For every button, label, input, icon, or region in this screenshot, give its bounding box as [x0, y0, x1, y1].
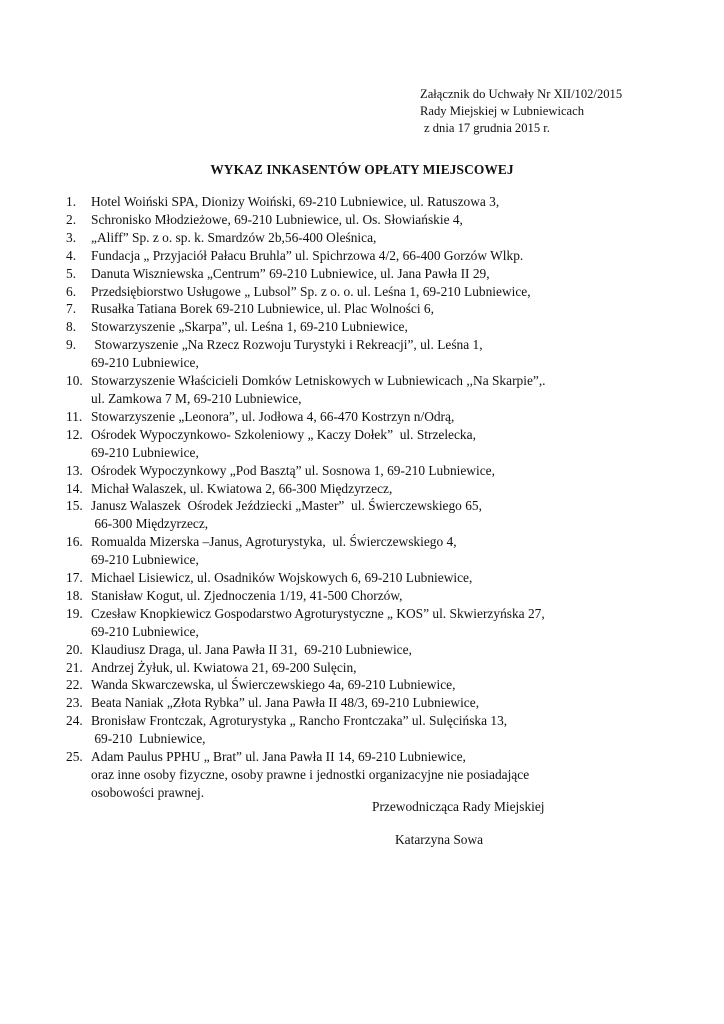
attachment-header-line-1: Załącznik do Uchwały Nr XII/102/2015 [420, 87, 623, 101]
list-item [66, 659, 686, 677]
list-item [66, 336, 686, 372]
list-item-number: 15. [66, 498, 83, 514]
closing-note-line-2: osobowości prawnej. [91, 784, 205, 800]
list-item-text: Stowarzyszenie „Skarpa”, ul. Leśna 1, 69-210 Lubniewice, [91, 319, 408, 335]
list-item-text: Rusałka Tatiana Borek 69-210 Lubniewice, ul. Plac Wolności 6, [91, 301, 434, 317]
list-item-number: 4. [66, 247, 77, 263]
list-item [66, 462, 686, 480]
list-item-text: Ośrodek Wypoczynkowy „Pod Basztą” ul. Sosnowa 1, 69-210 Lubniewice, [91, 462, 495, 478]
list-item-number: 11. [66, 408, 83, 424]
list-item-text: Michael Lisiewicz, ul. Osadników Wojskowych 6, 69-210 Lubniewice, [91, 570, 473, 586]
list-item-text: Schronisko Młodzieżowe, 69-210 Lubniewice, ul. Os. Słowiańskie 4, [91, 211, 463, 227]
list-item-text: „Aliff” Sp. z o. sp. k. Smardzów 2b,56-400 Oleśnica, [91, 229, 377, 245]
list-item-text: Stanisław Kogut, ul. Zjednoczenia 1/19, 41-500 Chorzów, [91, 587, 403, 603]
list-item-number: 13. [66, 462, 83, 478]
list-item-text: 66-300 Międzyrzecz, [91, 516, 209, 532]
list-item-number: 20. [66, 641, 83, 657]
list-item-number: 8. [66, 319, 77, 335]
closing-note-line-1: oraz inne osoby fizyczne, osoby prawne i jednostki organizacyjne nie posiadające [91, 767, 530, 782]
list-item-text: Bronisław Frontczak, Agroturystyka „ Rancho Frontczaka” ul. Sulęcińska 13, [91, 713, 508, 729]
list-item-number: 6. [66, 283, 77, 299]
list-item-number: 1. [66, 194, 77, 209]
list-item [66, 712, 686, 748]
list-item-text: Stowarzyszenie Właścicieli Domków Letniskowych w Lubniewicach ,,Na Skarpie”,. [91, 373, 546, 389]
list-item [66, 229, 686, 247]
list-item-text: ul. Zamkowa 7 M, 69-210 Lubniewice, [91, 390, 302, 406]
list-item-number: 2. [66, 211, 77, 227]
signature-role: Przewodnicząca Rady Miejskiej [372, 799, 545, 814]
list-item-text: 69-210 Lubniewice, [91, 731, 206, 747]
list-item-text: Danuta Wiszniewska „Centrum” 69-210 Lubniewice, ul. Jana Pawła II 29, [91, 265, 490, 281]
list-item-text: 69-210 Lubniewice, [91, 355, 199, 371]
list-item-number: 23. [66, 695, 83, 711]
list-item [66, 497, 686, 533]
list-item-number: 14. [66, 480, 83, 496]
list-item-text: Andrzej Żyłuk, ul. Kwiatowa 21, 69-200 Sulęcin, [91, 659, 357, 675]
list-item-text: 69-210 Lubniewice, [91, 623, 199, 639]
list-item-text: Hotel Woiński SPA, Dionizy Woiński, 69-210 Lubniewice, ul. Ratuszowa 3, [91, 194, 500, 209]
list-item-number: 5. [66, 265, 77, 281]
list-item [66, 694, 686, 712]
list-item [66, 283, 686, 301]
list-item [66, 318, 686, 336]
list-item [66, 587, 686, 605]
list-item-text: Adam Paulus PPHU „ Brat” ul. Jana Pawła II 14, 69-210 Lubniewice, [91, 749, 466, 765]
list-item-text: Stowarzyszenie „Na Rzecz Rozwoju Turystyki i Rekreacji”, ul. Leśna 1, [91, 337, 483, 353]
list-item-number: 9. [66, 337, 77, 353]
list-item-number: 10. [66, 373, 83, 389]
list-item-text: 69-210 Lubniewice, [91, 444, 199, 460]
attachment-header-line-2: Rady Miejskiej w Lubniewicach [420, 104, 585, 118]
signature-block [372, 798, 545, 848]
list-item-number: 16. [66, 534, 83, 550]
list-item-text: Romualda Mizerska –Janus, Agroturystyka, ul. Świerczewskiego 4, [91, 534, 457, 550]
attachment-header-line-3: z dnia 17 grudnia 2015 r. [424, 121, 550, 135]
list-item [66, 247, 686, 265]
list-item-text: Przedsiębiorstwo Usługowe „ Lubsol” Sp. z o. o. ul. Leśna 1, 69-210 Lubniewice, [91, 283, 531, 299]
list-item-text: Beata Naniak „Złota Rybka” ul. Jana Pawła II 48/3, 69-210 Lubniewice, [91, 695, 480, 711]
list-item-text: Ośrodek Wypoczynkowo- Szkoleniowy „ Kaczy Dołek” ul. Strzelecka, [91, 426, 476, 442]
list-item-number: 3. [66, 229, 77, 245]
list-item [66, 211, 686, 229]
list-item [66, 372, 686, 408]
collector-list [66, 193, 686, 802]
attachment-header [420, 86, 622, 137]
list-item [66, 193, 686, 211]
list-item-number: 25. [66, 749, 83, 765]
list-item-text: Stowarzyszenie „Leonora”, ul. Jodłowa 4, 66-470 Kostrzyn n/Odrą, [91, 408, 455, 424]
list-item-text: Wanda Skwarczewska, ul Świerczewskiego 4a, 69-210 Lubniewice, [91, 677, 456, 693]
list-item [66, 533, 686, 569]
list-item-text: Fundacja „ Przyjaciół Pałacu Bruhla” ul. Spichrzowa 4/2, 66-400 Gorzów Wlkp. [91, 247, 524, 263]
list-item-text: 69-210 Lubniewice, [91, 552, 199, 568]
list-item [66, 408, 686, 426]
list-item [66, 426, 686, 462]
list-item-number: 22. [66, 677, 83, 693]
list-item-number: 12. [66, 426, 83, 442]
list-item [66, 605, 686, 641]
list-item-text: Janusz Walaszek Ośrodek Jeździecki „Master” ul. Świerczewskiego 65, [91, 498, 482, 514]
list-item [66, 569, 686, 587]
list-item-text: Klaudiusz Draga, ul. Jana Pawła II 31, 69-210 Lubniewice, [91, 641, 412, 657]
list-item-number: 17. [66, 570, 83, 586]
list-item [66, 300, 686, 318]
signature-name: Katarzyna Sowa [395, 832, 484, 847]
list-item [66, 676, 686, 694]
list-item-number: 18. [66, 587, 83, 603]
list-item [66, 641, 686, 659]
document-title: WYKAZ INKASENTÓW OPŁATY MIEJSCOWEJ [210, 162, 514, 177]
list-item [66, 748, 686, 766]
list-item-number: 19. [66, 605, 83, 621]
list-item [66, 265, 686, 283]
list-item-number: 24. [66, 713, 83, 729]
list-item-text: Michał Walaszek, ul. Kwiatowa 2, 66-300 Międzyrzecz, [91, 480, 393, 496]
list-item-number: 21. [66, 659, 83, 675]
list-item-text: Czesław Knopkiewicz Gospodarstwo Agroturystyczne „ KOS” ul. Skwierzyńska 27, [91, 605, 545, 621]
list-item [66, 480, 686, 498]
list-item-number: 7. [66, 301, 77, 317]
